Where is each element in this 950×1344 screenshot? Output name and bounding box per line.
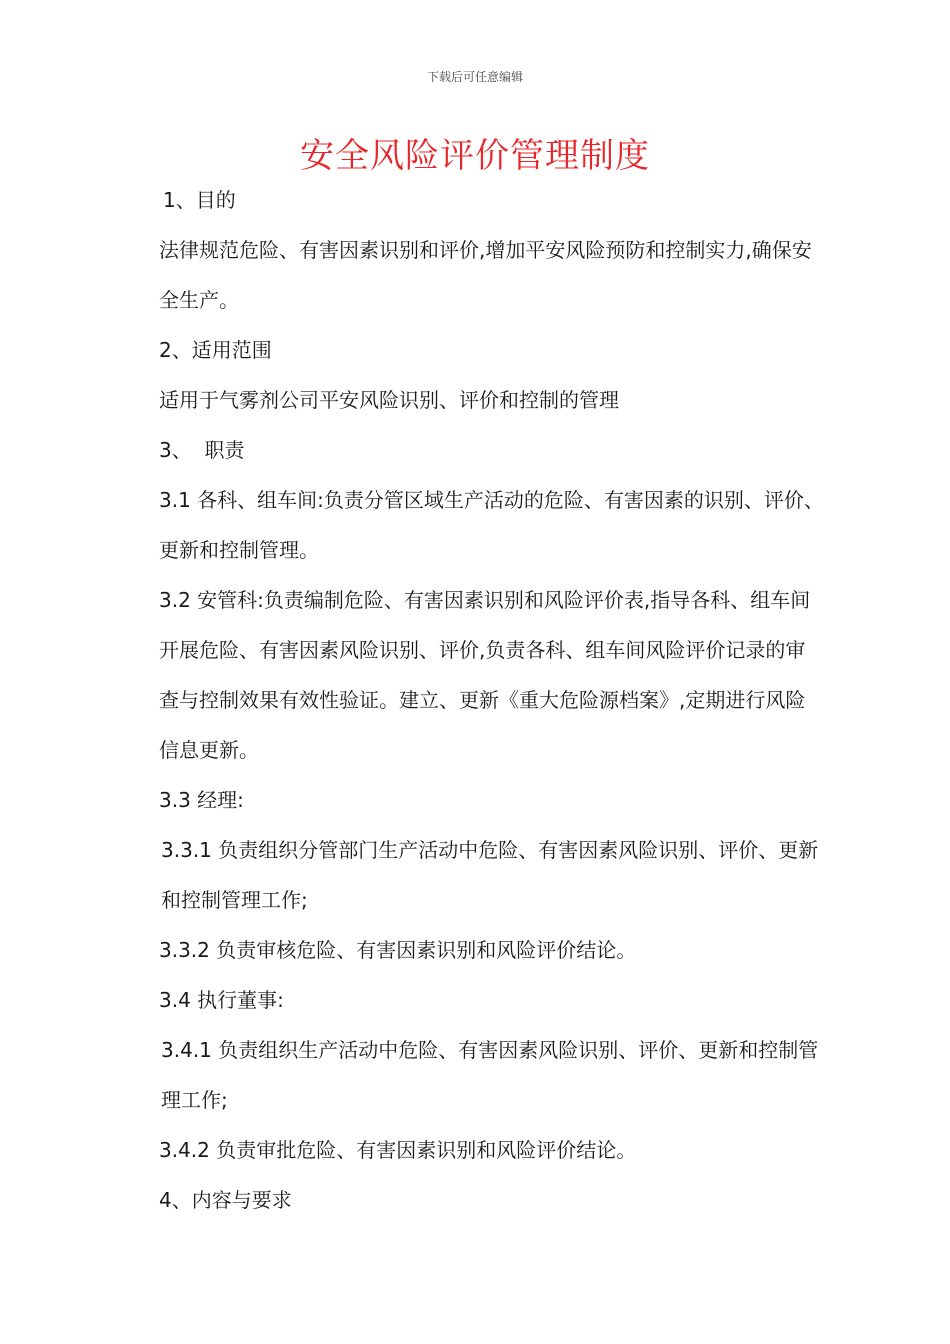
paragraph: 法律规范危险、有害因素识别和评价,增加平安风险预防和控制实力,确保安全生产。 [159,238,812,312]
paragraph: 3.2 安管科:负责编制危险、有害因素识别和风险评价表,指导各科、组车间开展危险、有害因素风险识别、评价,负责各科、组车间风险评价记录的审查与控制效果有效性验证。建立、更新《重大危险源档案》,定期进行风险信息更新。 [159,588,811,762]
paragraph: 3.3 经理: [159,788,244,812]
paragraph: 3.4.1 负责组织生产活动中危险、有害因素风险识别、评价、更新和控制管理工作; [161,1038,819,1112]
paragraph: 适用于气雾剂公司平安风险识别、评价和控制的管理 [159,388,619,412]
paragraph: 2、适用范围 [159,338,272,362]
header-note: 下载后可任意编辑 [426,70,523,84]
paragraph: 3、 职责 [159,438,245,462]
paragraph: 3.3.2 负责审核危险、有害因素识别和风险评价结论。 [159,938,637,962]
paragraph: 3.3.1 负责组织分管部门生产活动中危险、有害因素风险识别、评价、更新和控制管理工作; [161,838,819,912]
document-title: 安全风险评价管理制度 [300,136,650,176]
paragraph: 3.4.2 负责审批危险、有害因素识别和风险评价结论。 [159,1138,637,1162]
paragraph: 3.4 执行董事: [159,988,284,1012]
paragraph: 1、目的 [163,188,236,212]
paragraph: 4、内容与要求 [159,1188,292,1212]
paragraph: 3.1 各科、组车间:负责分管区域生产活动的危险、有害因素的识别、评价、更新和控制管理。 [159,488,824,562]
document-body [145,175,825,1225]
